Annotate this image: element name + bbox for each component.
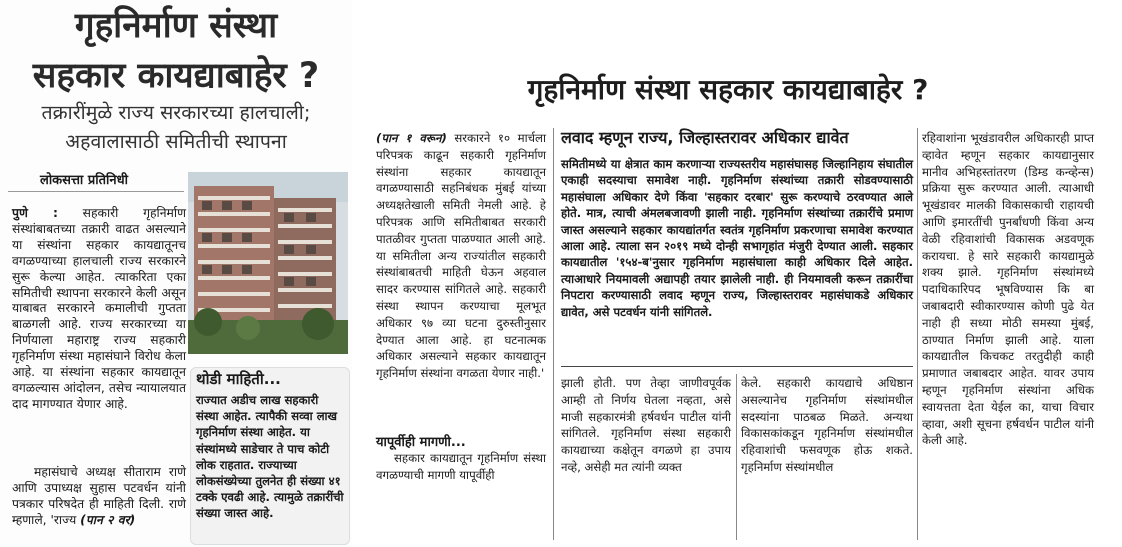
left-headline-line1: गृहनिर्माण संस्था [74,6,278,46]
left-headline-line2: सहकार कायद्याबाहेर ? [32,56,320,96]
byline-rule [8,191,184,192]
facts-title: थोडी माहिती... [196,370,281,388]
article-col4: रहिवाशांना भूखंडावरील अधिकारही प्राप्त व्हावेत म्हणून सहकार कायद्यानुसार मानीव अभिहस्तांतरण (डिम्ड कन्व्हेन्स) प्रक्रिया सुरू करण्यात आली. त्याआधी भूखंडावर मालकी विकासकाची राहायची आणि इमारतींची पुनर्बांधणी किंवा अन्य वेळी रहिवाशांची विकासक अडवणूक करायचा. हे सारे सहकारी कायद्यामुळे शक्य झाले. गृहनिर्माण संस्थांमध्ये पदाधिकारिपद भूषविण्यास कि बा जबाबदारी स्वीकारण्यास कोणी पुढे येत नाही ही सध्या मोठी समस्या मुंबई, ठाण्यात निर्माण झाली आहे. याला कायद्यातील किचकट तरतुदीही काही प्रमाणात जबाबदार आहेत. यावर उपाय म्हणून गृहनिर्माण संस्थांना अधिक स्वायत्तता देता येईल का, याचा विचार व्हावा, अशी सूचना हर्षवर्धन पाटील यांनी केली आहे. [922,131,1094,448]
column-rule-1 [553,128,554,540]
article-col3: केले. सहकारी कायद्याचे अधिष्ठान असल्यानेच गृहनिर्माण संस्थांमधील सदस्यांना पाठबळ मिळते. अन्यथा विकासकांकडून गृहनिर्माण संस्थांमधील रहिवाशांची फसवणूक होऊ शकते. गृहनिर्माण संस्थांमधील [741,376,913,474]
left-body-first: सहकारी गृहनिर्माण संस्थांबाबतच्या तक्रारी वाढत असल्याने या संस्थांना सहकार कायद्यातूनच वगळण्याच्या हालचाली राज्य सरकारने सुरू केल्या आहेत. त्याकरिता एका समितीची स्थापना सरकारने केली असून याबाबत सरकारने कमालीची गुप्तता बाळगली आहे. राज्य सरकारच्या या निर्णयाला महाराष्ट्र राज्य सहकारी गृहनिर्माण संस्था महासंघाने विरोध केला आहे. या संस्थांना सहकार कायद्यातून वगळल्यास आंदोलन, तसेच न्यायालयात दाद मागण्यात येणार आहे. [12,206,186,411]
continued-from-marker: (पान १ वरून) [376,131,447,145]
highlight-paragraph: समितीमध्ये या क्षेत्रात काम करणाऱ्या राज्यस्तरीय महासंघासह जिल्हानिहाय संघातील एकाही सदस्याचा समावेश नाही. गृहनिर्माण संस्थांच्या तक्रारी सोडवण्यासाठी महासंघाला अधिकार देणे किंवा 'सहकार दरबार' सुरू करण्याचे ठरवण्यात आले होते. मात्र, त्याची अंमलबजावणी झाली नाही. गृहनिर्माण संस्थांच्या तक्रारींचे प्रमाण जास्त असल्याने सहकार कायद्यांतर्गत स्वतंत्र गृहनिर्माण प्रकरणाचा समावेश करण्यात आला आहे. त्याला सन २०१९ मध्ये दोन्ही सभागृहांत मंजुरी देण्यात आली. सहकार कायद्यातील '१५४-ब'नुसार गृहनिर्माण महासंघाला काही अधिकार दिले आहेत. त्याआधारे नियमावली अद्यापही तयार झालेली नाही. ही नियमावली करून तक्रारींचा निपटारा करण्यासाठी लवाद म्हणून राज्य, जिल्हास्तरावर महासंघाकडे अधिकार द्यावेत, असे पटवर्धन यांनी सांगितले. [561,157,913,319]
facts-body: राज्यात अडीच लाख सहकारी संस्था आहेत. त्यापैकी सव्वा लाख गृहनिर्माण संस्था आहेत. या संस्थांमध्ये साडेचार ते पाच कोटी लोक राहतात. राज्याच्या लोकसंख्येच्या तुलनेत ही संख्या ४१ टक्के एवढी आहे. त्यामुळे तक्रारींची संख्या जास्त आहे. [196,393,344,521]
article-col1-bottom: सहकार कायद्यातून गृहनिर्माण संस्था वगळण्याची मागणी यापूर्वीही [376,451,546,482]
continued-marker: (पान २ वर) [80,512,136,527]
column-rule-2 [736,374,737,540]
column-rule-3 [917,128,918,540]
left-subheadline-line2: अहवालासाठी समितीची स्थापना [65,130,287,153]
left-article-body-2 [12,465,186,529]
section-rule [561,366,913,367]
left-article-body [12,206,186,413]
article-col1-top [376,130,546,382]
sub-headline: लवाद म्हणून राज्य, जिल्हास्तरावर अधिकार द्यावेत [561,128,849,147]
left-subheadline [0,98,352,156]
left-subheadline-line1: तक्रारींमुळे राज्य सरकारच्या हालचाली; [41,101,311,124]
section-heading: यापूर्वीही मागणी... [376,435,466,450]
left-body-second: महासंघाचे अध्यक्ष सीताराम राणे आणि उपाध्यक्ष सुहास पटवर्धन यांनी पत्रकार परिषदेत ही माहिती दिली. राणे म्हणाले, 'राज्य [12,465,186,527]
byline: लोकसत्ता प्रतिनिधी [40,173,128,188]
building-photo [188,172,348,354]
article-headline: गृहनिर्माण संस्था सहकार कायद्याबाहेर ? [527,73,929,106]
col1-text: सरकारने १० मार्चला परिपत्रक काढून सहकारी गृहनिर्माण संस्थांना सहकार कायद्यातून वगळण्यासाठी सहनिबंधक मुंबई यांच्या अध्यक्षतेखाली समिती नेमली आहे. हे परिपत्रक आणि समितीबाबत सरकारी पातळीवर गुप्तता पाळण्यात आली आहे. या समितीला अन्य राज्यांतील सहकारी संस्थांबाबतची माहिती घेऊन अहवाल सादर करण्यास सांगितले आहे. सहकारी संस्था स्थापन करण्याचा मूलभूत अधिकार ९७ व्या घटना दुरुस्तीनुसार देण्यात आला आहे. हा घटनात्मक अधिकार असल्याने सहकार कायद्यातून गृहनिर्माण संस्थांना वगळता येणार नाही.' [376,131,546,381]
article-col2: झाली होती. पण तेव्हा जाणीवपूर्वक आम्ही तो निर्णय घेतला नव्हता, असे माजी सहकारमंत्री हर्षवर्धन पाटील यांनी सांगितले. गृहनिर्माण संस्था सहकारी कायद्याच्या कक्षेतून वगळणे हा उपाय नव्हे, असेही मत त्यांनी व्यक्त [561,376,731,474]
dateline: पुणे : [12,206,58,220]
